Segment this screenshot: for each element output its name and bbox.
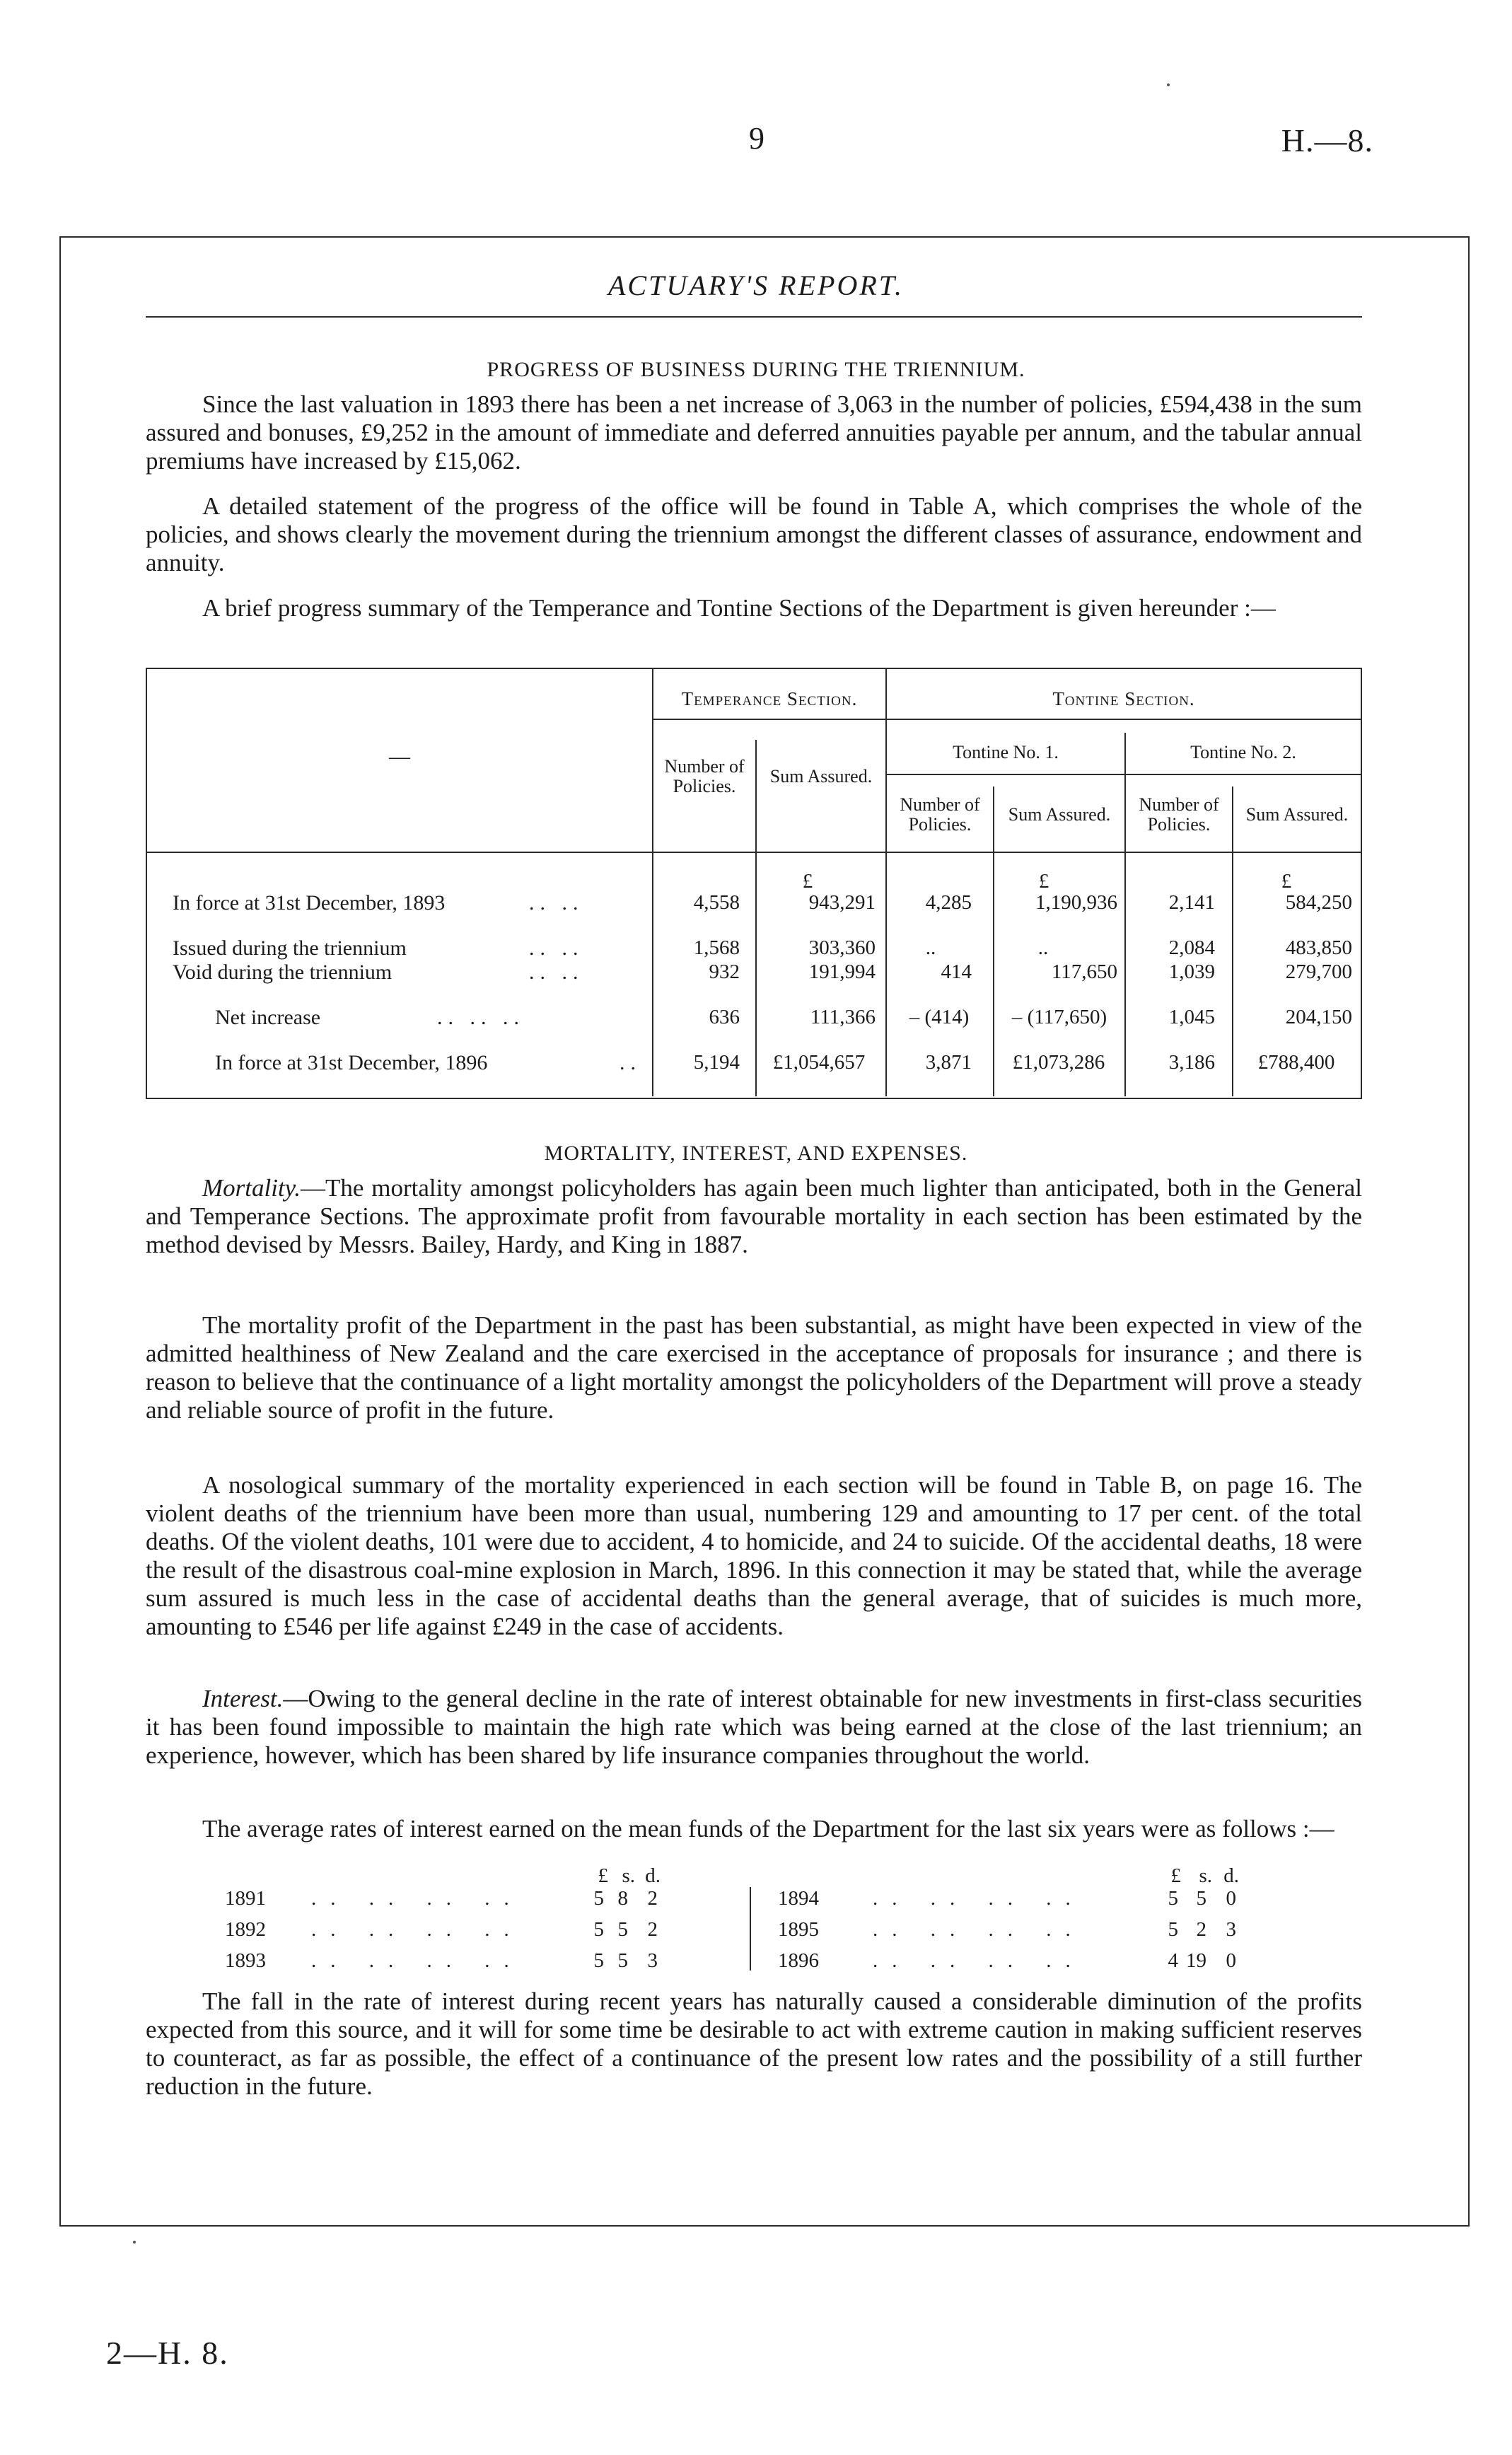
leader-dots: .. ..: [529, 936, 584, 960]
page-number: 9: [749, 121, 764, 156]
table-cell: £1,054,657: [772, 1051, 866, 1074]
row-label: Void during the triennium: [173, 960, 392, 984]
tontine1-header: Tontine No. 1.: [953, 742, 1059, 762]
table-cell: 191,994: [808, 960, 876, 983]
table-cell: 1,045: [1168, 1006, 1215, 1028]
table-cell: 111,366: [810, 1006, 876, 1028]
tontine2-number-header: Number of Policies.: [1139, 794, 1219, 835]
row-label: Issued during the triennium: [173, 936, 407, 960]
rate-year: 1893: [225, 1949, 266, 1972]
mortality-paragraph-1: Mortality.—The mortality amongst policyholders has again been much lighter than anticipated, both in the General and Temperance Sections. The approximate profit from favourable mortality in each section has been estimated by the method devised by Messrs. Bailey, Hardy, and King in 1887.: [146, 1174, 1362, 1258]
table-corner-dash: —: [389, 745, 410, 768]
row-label: In force at 31st December, 1893: [173, 891, 446, 915]
rates-divider: [750, 1887, 751, 1971]
tontine2-sum-header: Sum Assured.: [1245, 804, 1349, 825]
mortality-heading: MORTALITY, INTEREST, AND EXPENSES.: [544, 1142, 968, 1165]
table-cell: 303,360: [808, 936, 876, 959]
mortality-lead: Mortality.: [202, 1174, 301, 1202]
table-cell: 2,084: [1168, 936, 1215, 959]
table-cell: 4,558: [693, 891, 740, 914]
table-cell: 636: [709, 1006, 740, 1028]
tontine1-number-header: Number of Policies.: [900, 794, 980, 835]
rate-year: 1892: [225, 1918, 266, 1941]
temperance-sum-header: Sum Assured.: [769, 766, 873, 787]
print-speck: [1167, 83, 1170, 86]
leader-dots: .. ..: [529, 960, 584, 984]
table-cell: 943,291: [808, 891, 876, 914]
table-cell: 1,190,936: [1035, 891, 1117, 914]
progress-table: [146, 668, 1362, 1099]
table-cell: 483,850: [1285, 936, 1352, 959]
tontine-section-header: Tontine Section.: [1052, 688, 1195, 709]
table-cell: 932: [709, 960, 740, 983]
footer-reference: 2—H. 8.: [106, 2335, 229, 2371]
currency-mark: £: [802, 870, 813, 893]
row-label: In force at 31st December, 1896: [215, 1051, 488, 1074]
rate-year: 1896: [778, 1949, 819, 1972]
mortality-paragraph-3: A nosological summary of the mortality experienced in each section will be found in Table B, on page 16. The violent deaths of the triennium have been more than usual, numbering 129 and amounting to 17 per cent. of the total deaths. Of the violent deaths, 101 were due to accident, 4 to homicide, and 24 to suicide. Of the accidental deaths, 18 were the result of the disastrous coal-mine explosion in March, 1896. In this connection it may be stated that, while the average sum assured is much less in the case of accidental deaths than the general average, that of suicides is much more, amounting to £546 per life against £249 in the case of accidents.: [146, 1471, 1362, 1640]
leader-dots: .. .. .. ..: [311, 1887, 523, 1910]
table-cell: – (414): [909, 1006, 970, 1028]
table-cell: ..: [1037, 936, 1049, 959]
table-cell: 204,150: [1285, 1006, 1352, 1028]
leader-dots: .. .. .. ..: [873, 1949, 1085, 1972]
table-cell: £788,400: [1257, 1051, 1335, 1074]
progress-paragraph-1: Since the last valuation in 1893 there has been a net increase of 3,063 in the number of policies, £594,438 in the sum assured and bonuses, £9,252 in the amount of immediate and deferred annuities payable per annum, and the tabular annual premiums have increased by £15,062.: [146, 390, 1362, 475]
leader-dots: .. .. .. ..: [311, 1918, 523, 1941]
leader-dots: .. .. .. ..: [873, 1887, 1085, 1910]
progress-heading: PROGRESS OF BUSINESS DURING THE TRIENNIUM.: [487, 358, 1025, 381]
rate-year: 1894: [778, 1887, 819, 1910]
leader-dots: .. ..: [529, 891, 584, 915]
row-label: Net increase: [215, 1006, 321, 1029]
tontine2-header: Tontine No. 2.: [1190, 742, 1296, 762]
interest-paragraph-2: The average rates of interest earned on the mean funds of the Department for the last six years were as follows :—: [202, 1815, 1334, 1842]
rate-year: 1895: [778, 1918, 819, 1941]
table-cell: 279,700: [1285, 960, 1352, 983]
leader-dots: .. .. .. ..: [873, 1918, 1085, 1941]
table-cell: 584,250: [1285, 891, 1352, 914]
print-speck: [133, 2241, 136, 2244]
table-cell: 5,194: [693, 1051, 740, 1074]
mortality-paragraph-2: The mortality profit of the Department in the past has been substantial, as might have been expected in view of the admitted healthiness of New Zealand and the care exercised in the acceptance of proposals for insurance ; and there is reason to believe that the continuance of a light mortality amongst the policyholders of the Department will prove a steady and reliable source of profit in the future.: [146, 1311, 1362, 1424]
table-cell: £1,073,286: [1012, 1051, 1105, 1074]
table-cell: 4,285: [925, 891, 972, 914]
currency-mark: £: [1281, 870, 1292, 893]
report-title: ACTUARY'S REPORT.: [607, 269, 905, 301]
rate-year: 1891: [225, 1887, 266, 1910]
interest-paragraph-1: Interest.—Owing to the general decline in the rate of interest obtainable for new investments in first-class securities it has been found impossible to maintain the high rate which was being earned at the close of the last triennium; an experience, however, which has been shared by life insurance companies throughout the world.: [146, 1685, 1362, 1769]
table-cell: 117,650: [1051, 960, 1117, 983]
leader-dots: .. .. .. ..: [311, 1949, 523, 1972]
progress-paragraph-3: A brief progress summary of the Temperance and Tontine Sections of the Department is given hereunder :—: [202, 594, 1276, 622]
interest-lead: Interest.: [202, 1685, 284, 1712]
table-cell: 3,871: [925, 1051, 972, 1074]
title-rule: [146, 316, 1362, 318]
table-cell: 1,039: [1168, 960, 1215, 983]
table-cell: 2,141: [1168, 891, 1215, 914]
table-cell: – (117,650): [1011, 1006, 1107, 1028]
leader-dots: .. .. ..: [437, 1006, 525, 1029]
document-reference: H.—8.: [1281, 122, 1373, 158]
currency-mark: £: [1038, 870, 1049, 893]
leader-dots: ..: [620, 1051, 641, 1074]
table-cell: ..: [925, 936, 936, 959]
table-cell: 1,568: [693, 936, 740, 959]
tontine1-sum-header: Sum Assured.: [1008, 804, 1111, 825]
table-cell: 414: [941, 960, 972, 983]
temperance-section-header: Temperance Section.: [681, 688, 858, 709]
temperance-number-header: Number of Policies.: [664, 756, 745, 796]
closing-paragraph: The fall in the rate of interest during recent years has naturally caused a considerable diminution of the profits expected from this source, and it will for some time be desirable to act with extreme caution in making sufficient reserves to counteract, as far as possible, the effect of a continuance of the present low rates and the possibility of a still further reduction in the future.: [146, 1987, 1362, 2100]
table-cell: 3,186: [1168, 1051, 1215, 1074]
progress-paragraph-2: A detailed statement of the progress of the office will be found in Table A, which comprises the whole of the policies, and shows clearly the movement during the triennium amongst the different classes of assurance, endowment and annuity.: [146, 492, 1362, 576]
